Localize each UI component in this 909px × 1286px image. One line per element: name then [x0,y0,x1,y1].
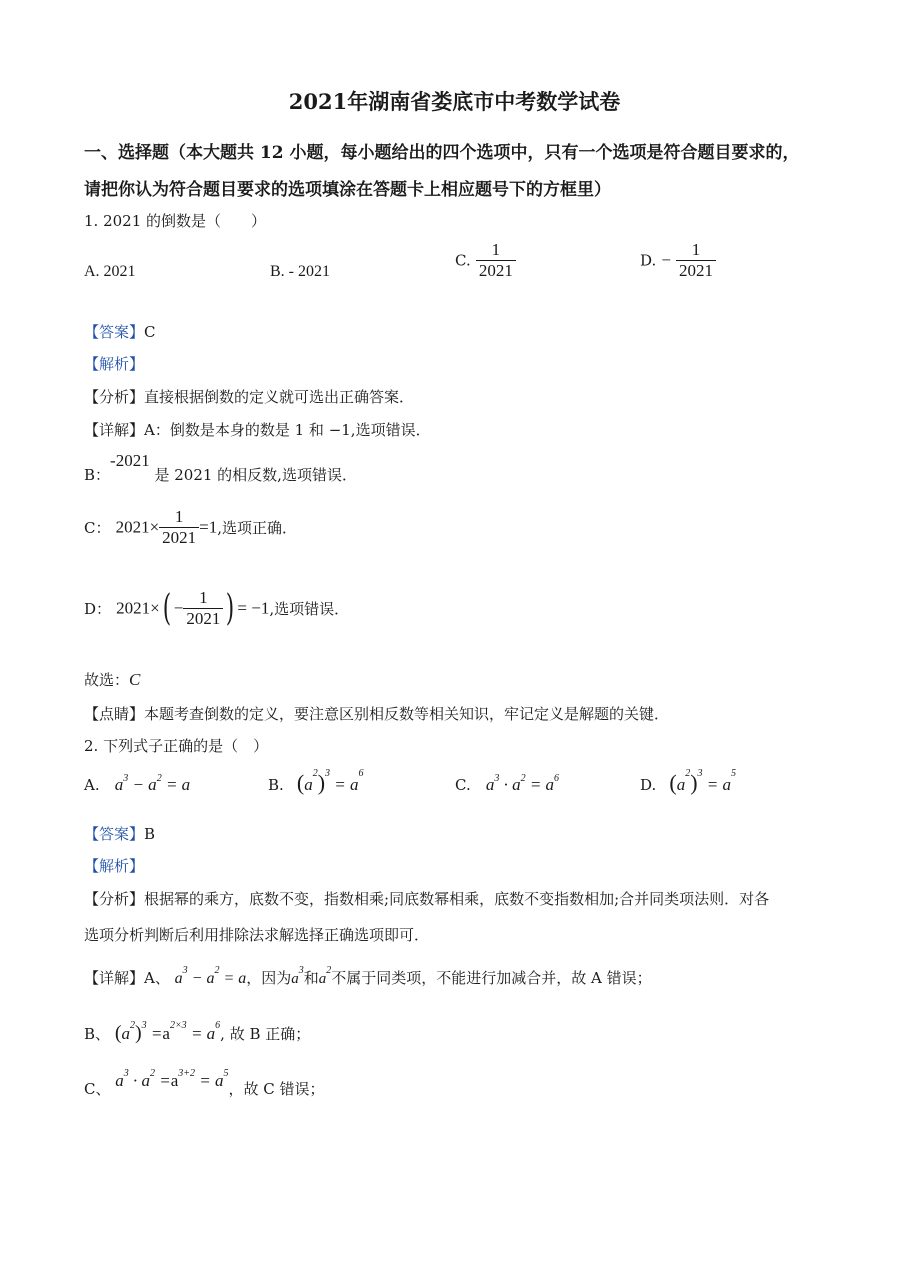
q1-option-c-denominator: 2021 [478,261,513,280]
q1-fenxi-tag: 【分析】 [84,388,145,406]
q1-option-c-numerator: 1 [476,240,516,261]
q1-option-d-numerator: 1 [676,240,716,261]
q2-detail-a-label: A、 [144,969,170,987]
q1-note [84,703,669,724]
q1-detail-d [84,588,349,629]
q1-option-c-fraction [476,240,516,281]
q1-fenxi-text: 直接根据倒数的定义就可选出正确答案． [144,388,415,406]
q1-detail-b-label: B： [84,466,111,484]
q1-detail-tag: 【详解】 [84,421,145,439]
q2-detail-b-text: , 故 B 正确； [220,1025,311,1043]
q1-choice [84,669,140,690]
q2-fenxi-tag: 【分析】 [84,890,145,908]
q1-detail-d-label: D： [84,600,112,618]
q1-detail-c-denominator: 2021 [162,528,197,547]
q2-option-c-label: C. [455,776,471,794]
q2-option-a [84,775,190,795]
q1-detail-d-denominator: 2021 [186,609,221,628]
q1-detail-b-text: 是 2021 的相反数,选项错误． [149,466,357,484]
q2-option-a-label: A. [84,776,100,794]
q2-option-b [268,770,364,796]
q1-detail-c-pre: 2021× [115,517,160,537]
q2-fenxi-text1: 根据幂的乘方，底数不变，指数相乘;同底数幂相乘，底数不变指数相加;合并同类项法则．对各 [144,890,770,908]
q1-detail-b [84,451,357,484]
q2-fenxi-line2: 选项分析判断后利用排除法求解选择正确选项即可． [84,926,430,944]
q1-detail-a [84,419,431,440]
section-heading-line2: 请把你认为符合题目要求的选项填涂在答题卡上相应题号下的方框里） [84,180,611,200]
q1-detail-c-fraction [159,507,199,548]
q1-detail-d-fraction [183,588,223,629]
q2-detail-a [84,967,652,988]
q1-detail-d-text: ,选项错误． [269,600,350,618]
q2-detail-a-and: 和 [303,969,319,987]
q1-choice-value: C [129,670,141,689]
q2-detail-a-expr: $a^3 - a^2 = a$ [174,965,247,987]
q1-choice-label: 故选： [84,671,130,689]
q2-option-d [640,770,736,796]
q1-option-a: A. 2021 [84,263,136,280]
q2-detail-c [84,1068,325,1099]
q1-detail-d-pre: 2021× [116,598,160,618]
q1-option-d [640,240,716,281]
q1-detail-b-math: -2021 [110,451,150,470]
q1-detail-c-text: ,选项正确． [217,519,298,537]
q2-option-d-label: D. [640,776,657,794]
q2-detail-a-text1: ，因为 [246,969,292,987]
q2-detail-b-expr: $(a^2)^3 =a^{2\times 3} = a^6$ [114,1020,221,1044]
q1-option-d-denominator: 2021 [679,261,714,280]
q1-detail-d-numerator: 1 [183,588,223,609]
q2-fenxi-line1 [84,888,769,909]
q2-detail-c-label: C、 [84,1080,111,1098]
q2-answer-value: B [144,825,156,843]
q2-option-c [455,775,559,795]
q2-option-b-expr: $(a^2)^3 = a^6$ [296,768,364,795]
q2-detail-c-expr: $a^3 \cdot a^2 =a^{3+2} = a^5$ [115,1068,229,1090]
q2-detail-c-text: ，故 C 错误； [228,1080,325,1098]
section-heading-line1: 一、选择题（本大题共 12 小题，每小题给出的四个选项中，只有一个选项是符合题目要求的， [84,143,800,163]
q1-detail-c-numerator: 1 [159,507,199,528]
q2-option-a-expr: $a^3 - a^2 = a$ [114,773,191,794]
q1-option-d-fraction [676,240,716,281]
q2-detail-b [84,1022,310,1045]
left-paren-glyph: ( [162,588,171,629]
q1-answer-tag: 【答案】 [84,323,145,341]
right-paren-glyph: ) [226,588,235,629]
q1-detail-d-sign: − [173,598,184,618]
q1-detail-c-post: =1 [199,517,218,537]
q1-analysis-tag: 【解析】 [84,355,145,373]
q1-detail-d-post: = −1 [237,598,270,618]
q2-detail-a-term1: $a^3$ [291,965,304,987]
q1-note-tag: 【点睛】 [84,705,145,723]
q1-answer-value: C [144,323,156,341]
q2-detail-a-term2: $a^2$ [318,965,332,987]
q1-option-d-label: D. [640,251,657,270]
q2-option-d-expr: $(a^2)^3 = a^5$ [669,768,736,795]
q2-detail-b-label: B、 [84,1025,111,1043]
q2-detail-a-text2: 不属于同类项，不能进行加减合并，故 A 错误； [331,969,652,987]
q1-detail-c-label: C： [84,519,111,537]
q1-stem: 1. 2021 的倒数是（ ） [84,212,267,230]
q1-option-b: B. - 2021 [270,263,330,280]
q2-stem: 2. 下列式子正确的是（ ） [84,737,269,755]
q1-option-c [455,240,516,281]
q2-answer [84,823,155,844]
q2-answer-tag: 【答案】 [84,825,145,843]
q1-detail-c [84,507,297,548]
page-title: 2021年湖南省娄底市中考数学试卷 [288,89,621,114]
q2-option-c-expr: $a^3 \cdot a^2 = a^6$ [485,773,560,794]
q1-fenxi [84,386,414,407]
q1-detail-a-text: A：倒数是本身的数是 1 和 −1,选项错误． [144,421,431,439]
q2-analysis-tag: 【解析】 [84,857,145,875]
q2-option-b-label: B. [268,776,284,794]
q2-detail-tag: 【详解】 [84,969,145,987]
q1-option-d-sign: − [661,250,671,270]
q1-note-text: 本题考查倒数的定义，要注意区别相反数等相关知识，牢记定义是解题的关键． [144,705,670,723]
q1-answer [84,321,156,342]
q1-option-c-label: C. [455,251,471,270]
